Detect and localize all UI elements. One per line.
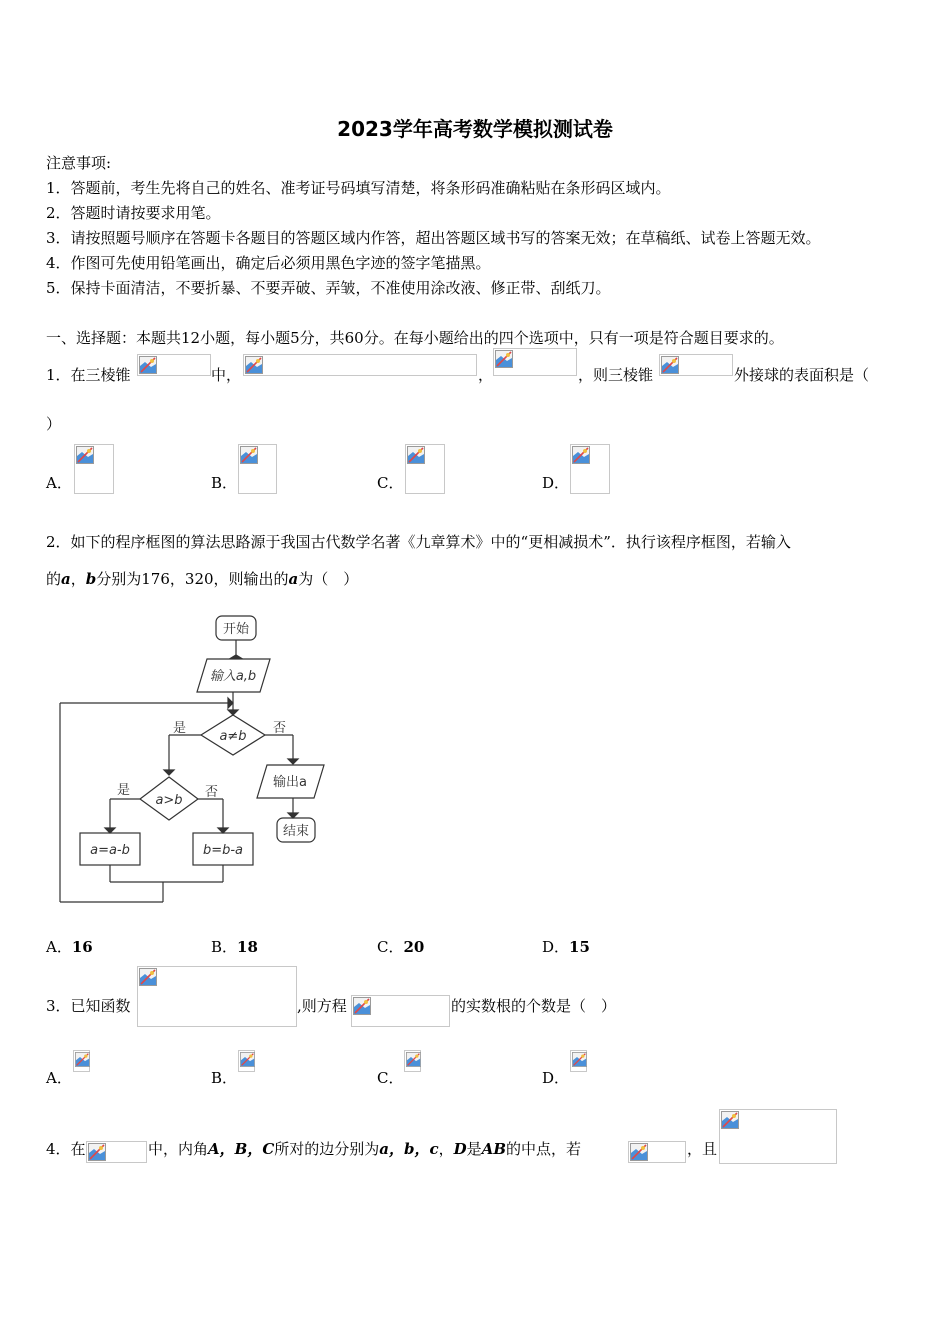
broken-image-icon: [240, 446, 258, 464]
flow-assign-b-label: b=b-a: [202, 843, 244, 858]
q1-text-4: ，则三棱锥: [578, 366, 654, 384]
broken-image-icon: [88, 1143, 106, 1161]
option-image: [238, 1050, 255, 1072]
q1-text-6: ）: [46, 415, 62, 433]
broken-image-icon: [495, 350, 513, 368]
flow-yes-label: 是: [173, 721, 187, 736]
broken-image-icon: [245, 356, 263, 374]
option-label: A．: [46, 1069, 72, 1087]
notice-item: 4．作图可先使用铅笔画出，确定后必须用黑色字迹的签字笔描黑。: [46, 254, 491, 272]
formula-image: [719, 1109, 837, 1164]
notice-item: 3．请按照题号顺序在答题卡各题目的答题区域内作答，超出答题区域书写的答案无效；在草稿纸、试卷上答题无效。: [46, 229, 821, 247]
q4-text-2: 中，内角A，B，C所对的边分别为a，b，c，D是AB的中点，若: [148, 1140, 582, 1158]
formula-image: [493, 348, 577, 376]
section-heading: 一、选择题：本题共12小题，每小题5分，共60分。在每小题给出的四个选项中，只有一项是符合题目要求的。: [46, 329, 784, 347]
formula-image: [659, 354, 733, 376]
broken-image-icon: [139, 356, 157, 374]
option-image: [570, 444, 610, 494]
broken-image-icon: [139, 968, 157, 986]
broken-image-icon: [407, 446, 425, 464]
option-image: [405, 444, 445, 494]
option-image: [238, 444, 277, 494]
broken-image-icon: [406, 1052, 421, 1067]
broken-image-icon: [572, 446, 590, 464]
option: C．20: [377, 938, 425, 956]
flow-cond2-label: a>b: [155, 793, 183, 808]
notice-item: 2．答题时请按要求用笔。: [46, 204, 221, 222]
flow-assign-a-label: a=a-b: [90, 843, 130, 858]
broken-image-icon: [353, 997, 371, 1015]
formula-image: [351, 995, 450, 1027]
formula-image: [243, 354, 477, 376]
flowchart: [55, 610, 335, 910]
broken-image-icon: [75, 1052, 90, 1067]
formula-image: [137, 966, 297, 1027]
flow-input-label: 输入a,b: [209, 669, 257, 684]
broken-image-icon: [240, 1052, 255, 1067]
q2-text-2: 的a，b分别为176，320，则输出的a为（ ）: [46, 570, 359, 588]
q1-text-2: 中，: [211, 366, 242, 384]
option-image: [73, 1050, 90, 1072]
q2-text-1: 2．如下的程序框图的算法思路源于我国古代数学名著《九章算术》中的“更相减损术”．执行该程序框图，若输入: [46, 533, 791, 551]
q3-text-3: 的实数根的个数是（ ）: [451, 997, 617, 1015]
option-image: [404, 1050, 421, 1072]
formula-image: [628, 1141, 686, 1163]
q3-text-2: ,则方程: [297, 997, 347, 1015]
option-label: C．: [377, 474, 404, 492]
option: B．18: [211, 938, 258, 956]
page-title: 2023学年高考数学模拟测试卷: [337, 117, 613, 141]
flow-no-label: 否: [205, 785, 219, 800]
q1-text-1: 1．在三棱锥: [46, 366, 131, 384]
option-image: [570, 1050, 587, 1072]
formula-image: [86, 1141, 147, 1163]
flow-output-label: 输出a: [273, 775, 307, 790]
option-label: B．: [211, 1069, 238, 1087]
option: D．15: [542, 938, 590, 956]
broken-image-icon: [76, 446, 94, 464]
option-label: A．: [46, 474, 72, 492]
option-image: [74, 444, 114, 494]
broken-image-icon: [721, 1111, 739, 1129]
broken-image-icon: [661, 356, 679, 374]
option: A．16: [46, 938, 93, 956]
flow-cond1-label: a≠b: [219, 729, 247, 744]
notice-item: 1．答题前，考生先将自己的姓名、准考证号码填写清楚，将条形码准确粘贴在条形码区域内。: [46, 179, 671, 197]
broken-image-icon: [630, 1143, 648, 1161]
option-label: D．: [542, 474, 570, 492]
notice-item: 5．保持卡面清洁，不要折暴、不要弄破、弄皱，不准使用涂改液、修正带、刮纸刀。: [46, 279, 611, 297]
flow-no-label: 否: [273, 721, 287, 736]
option-label: D．: [542, 1069, 570, 1087]
option-label: B．: [211, 474, 238, 492]
q4-text-1: 4．在: [46, 1140, 86, 1158]
q3-text-1: 3．已知函数: [46, 997, 131, 1015]
flow-yes-label: 是: [117, 783, 131, 798]
flow-start-label: 开始: [222, 622, 250, 637]
notice-heading: 注意事项:: [46, 154, 112, 172]
q4-text-3: ，且: [687, 1140, 718, 1158]
broken-image-icon: [572, 1052, 587, 1067]
option-label: C．: [377, 1069, 404, 1087]
q1-text-5: 外接球的表面积是（: [734, 366, 870, 384]
flow-end-label: 结束: [282, 824, 310, 839]
formula-image: [137, 354, 211, 376]
q1-text-3: ，: [478, 366, 494, 384]
